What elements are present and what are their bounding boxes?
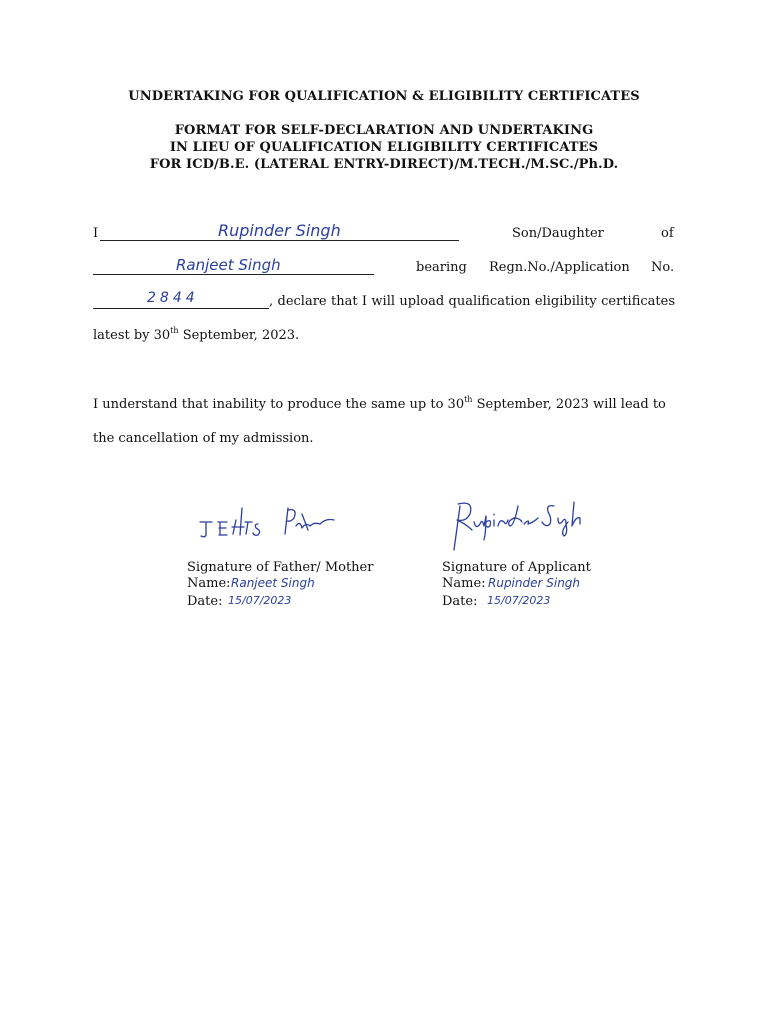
regn-label: Regn.No./Application	[489, 260, 630, 275]
applicant-signature	[450, 492, 590, 552]
understanding-line-2: the cancellation of my admission.	[93, 431, 314, 446]
applicant-name-label: Name:	[442, 576, 486, 591]
applicant-name-value: Rupinder Singh	[488, 576, 581, 590]
applicant-date-label: Date:	[442, 594, 478, 609]
parent-name-value: Ranjeet Singh	[231, 576, 315, 590]
latest-by-text: latest by 30th September, 2023.	[93, 325, 300, 343]
applicant-name-line	[100, 240, 459, 241]
bearing-label: bearing	[416, 260, 467, 275]
subtitle-line-3: FOR ICD/B.E. (LATERAL ENTRY-DIRECT)/M.TECH./M.SC./Ph.D.	[149, 157, 619, 172]
subtitle-line-1: FORMAT FOR SELF-DECLARATION AND UNDERTAKING	[174, 123, 594, 138]
application-no-handwritten: 2844	[147, 290, 199, 306]
document-title: UNDERTAKING FOR QUALIFICATION & ELIGIBILITY CERTIFICATES	[128, 89, 640, 104]
parent-name-label: Name:	[187, 576, 231, 591]
application-no-line	[93, 308, 269, 309]
understanding-line-1: I understand that inability to produce the same up to 30th September, 2023 will lead to	[93, 394, 666, 412]
parent-date-label: Date:	[187, 594, 223, 609]
parent-date-value: 15/07/2023	[228, 594, 292, 607]
parent-signature	[196, 500, 341, 542]
parent-name-handwritten: Ranjeet Singh	[176, 256, 281, 274]
no-label: No.	[651, 260, 675, 275]
son-daughter-label: Son/Daughter	[512, 226, 604, 241]
parent-name-line	[93, 274, 374, 275]
declare-text: , declare that I will upload qualification eligibility certificates	[269, 294, 675, 309]
pronoun-i: I	[93, 226, 99, 241]
subtitle-line-2: IN LIEU OF QUALIFICATION ELIGIBILITY CERTIFICATES	[169, 140, 599, 155]
applicant-name-handwritten: Rupinder Singh	[218, 221, 341, 240]
applicant-signature-label: Signature of Applicant	[442, 560, 591, 575]
of-label: of	[661, 226, 674, 241]
parent-signature-label: Signature of Father/ Mother	[187, 560, 374, 575]
applicant-date-value: 15/07/2023	[487, 594, 551, 607]
